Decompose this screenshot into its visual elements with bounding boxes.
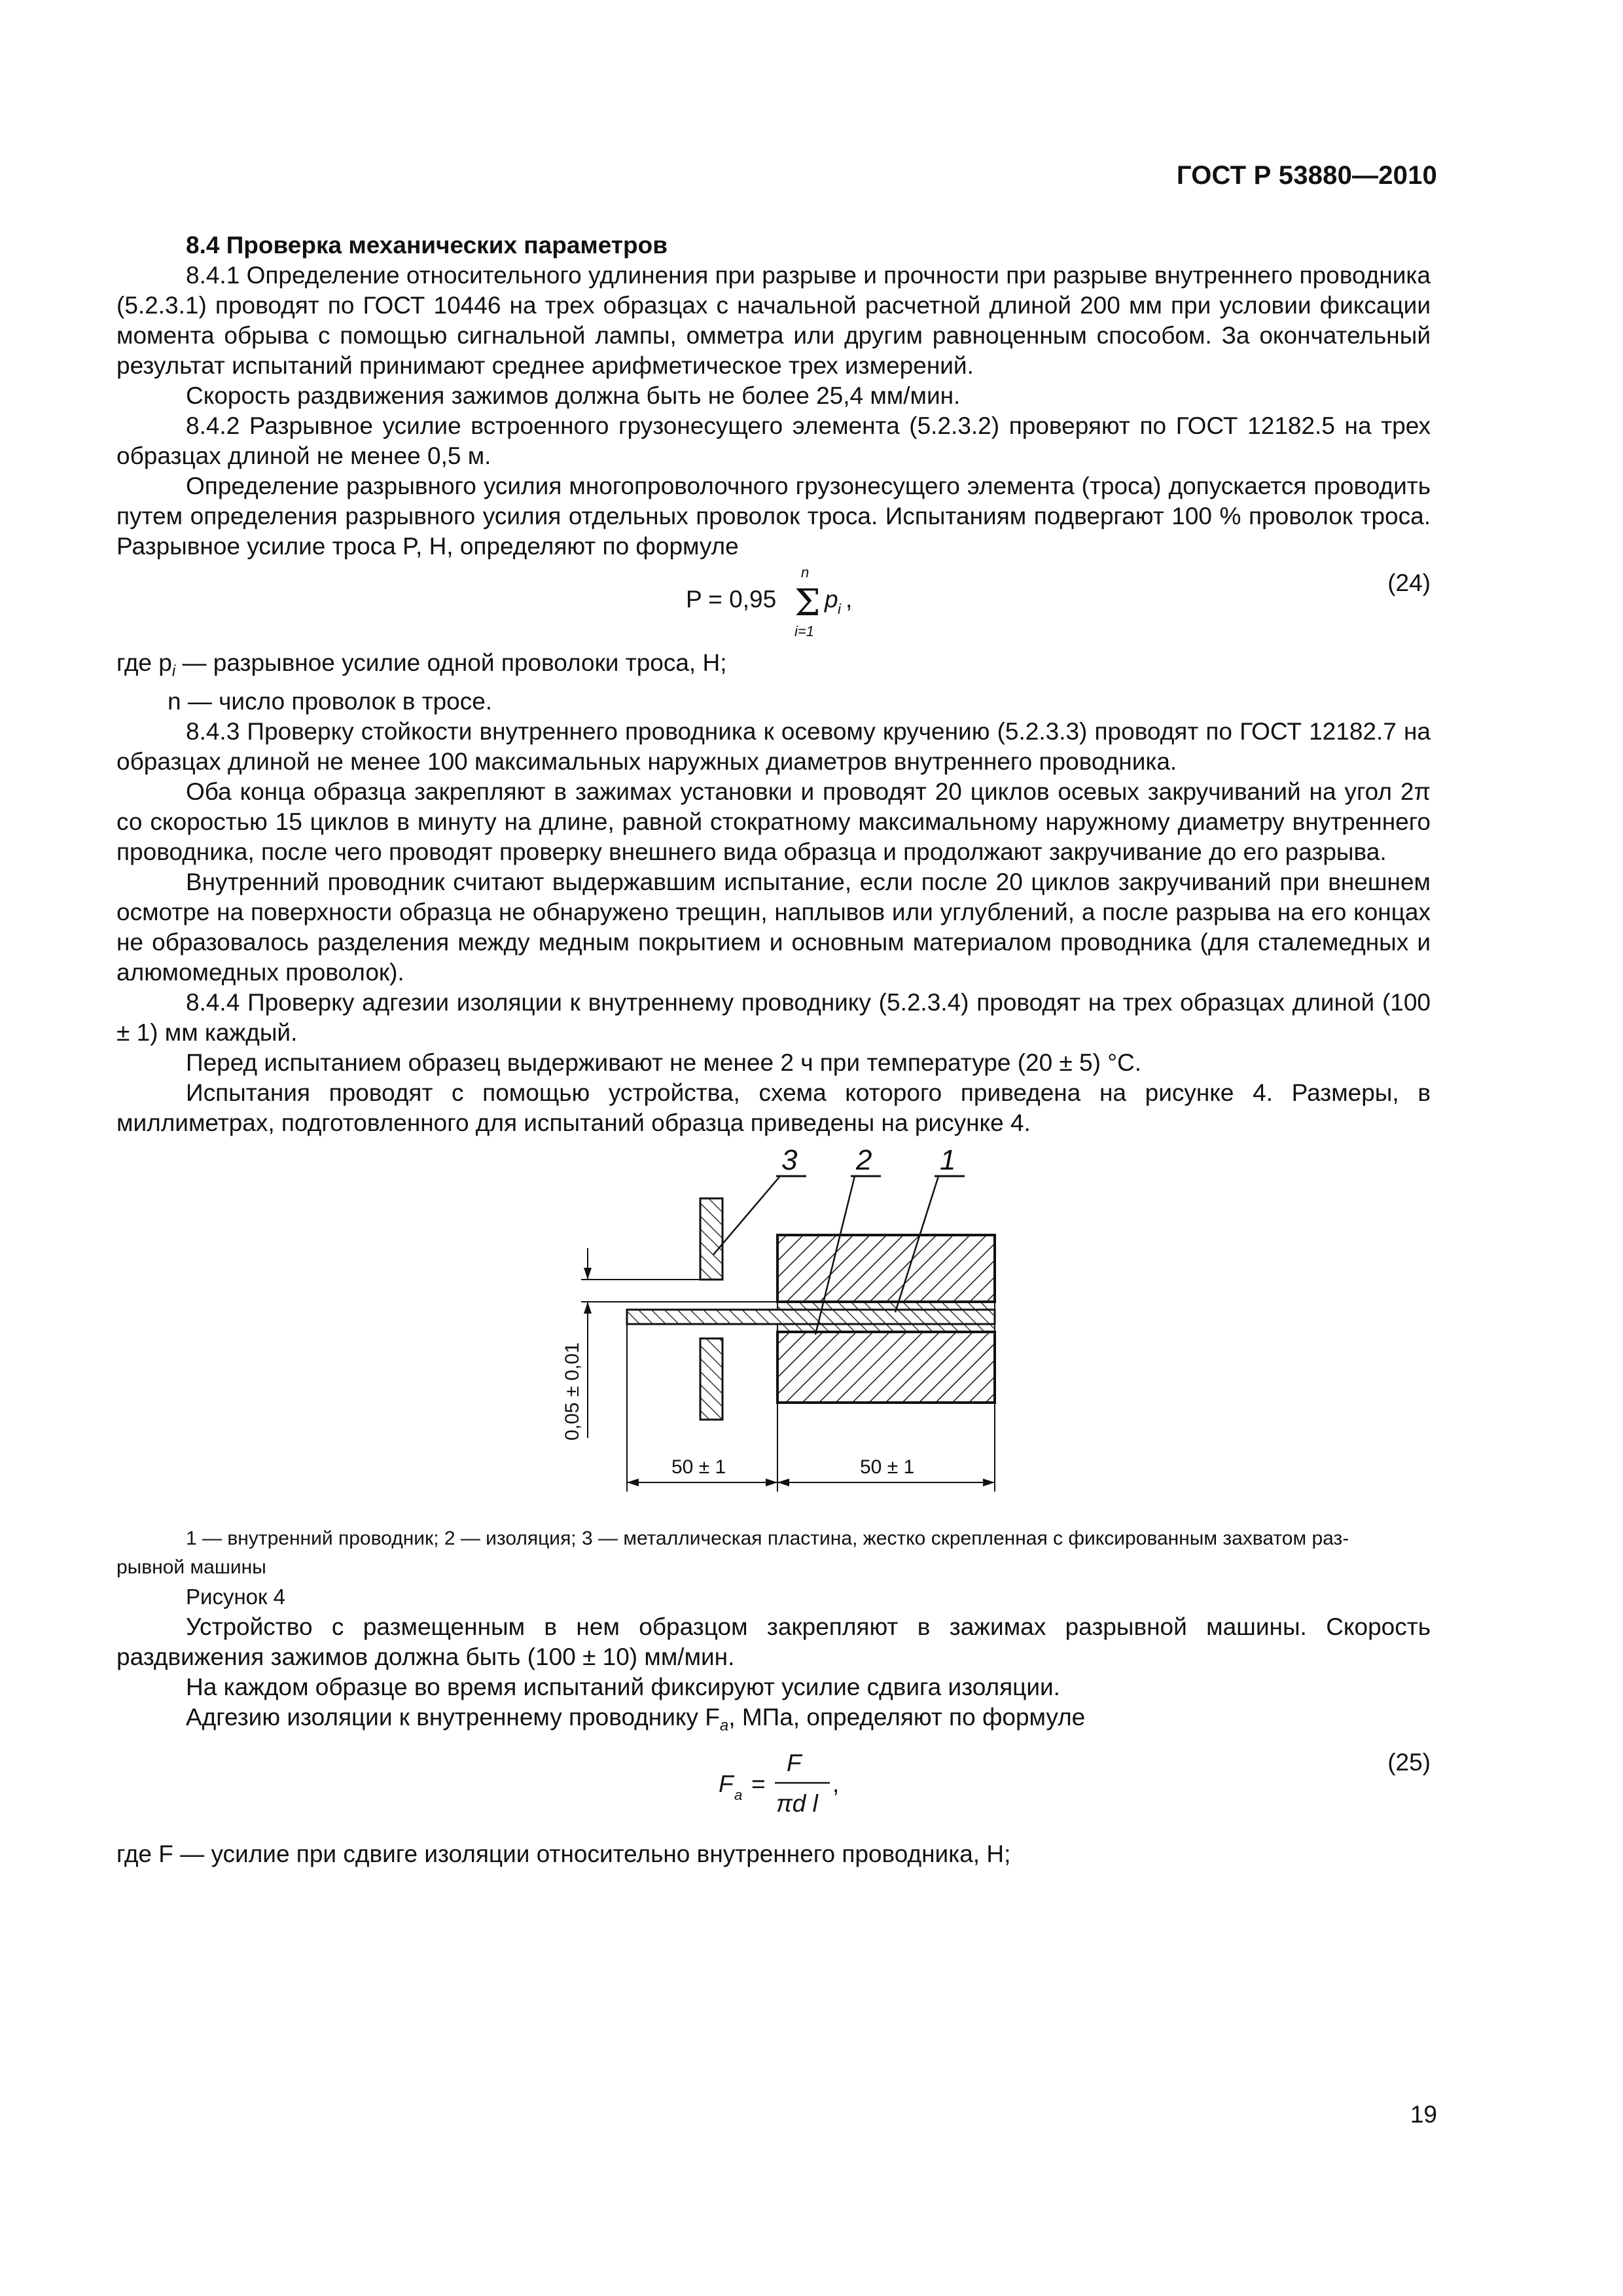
formula-24 xyxy=(116,562,1431,648)
document-header: ГОСТ Р 53880—2010 xyxy=(1176,161,1437,190)
label-3: 3 xyxy=(781,1144,798,1176)
label-2: 2 xyxy=(856,1144,872,1176)
paragraph: Испытания проводят с помощью устройства, схема которого приведена на рисунке 4. Размеры, в миллиметрах, подготовленного для испытаний образца приведены на рисунке 4. xyxy=(116,1079,1431,1136)
where-clause: n — число проволок в тросе. xyxy=(168,688,493,715)
insulation-band-bottom xyxy=(777,1324,995,1332)
section-title: 8.4 Проверка механических параметров xyxy=(186,232,668,259)
dim-arrowhead xyxy=(766,1479,777,1486)
inner-conductor xyxy=(627,1310,995,1324)
paragraph: 8.4.1 Определение относительного удлинения при разрыве и прочности при разрыве внутреннего проводника (5.2.3.1) проводят по ГОСТ 10446 на трех образцах с начальной расчетной длиной 200 мм при условии фиксации момента обрыва с помощью сигнальной лампы, омметра или другим равноценным способом. За окончательный результат испытаний принимают среднее арифметическое трех измерений. xyxy=(116,262,1431,379)
caption-line-1: 1 — внутренний проводник; 2 — изоляция; 3 — металлическая пластина, жестко скрепленная с фиксированным захватом раз- xyxy=(186,1528,1349,1549)
paragraph: На каждом образце во время испытаний фиксируют усилие сдвига изоляции. xyxy=(186,1674,1060,1700)
figure-title: Рисунок 4 xyxy=(186,1585,285,1609)
formula-24-lhs: P = 0,95 xyxy=(686,586,777,613)
formula-25-denominator: πd l xyxy=(776,1790,818,1817)
label-1: 1 xyxy=(940,1144,956,1176)
paragraph: Внутренний проводник считают выдержавшим испытание, если после 20 циклов закручиваний при внешнем осмотре на поверхности образца не обнаружено трещин, наплывов или углублений, а после разрыва на его концах не образовалось разделения между медным покрытием и основным материалом проводника (для сталемедных и алюмомедных проволок). xyxy=(116,869,1431,986)
paragraph: Скорость раздвижения зажимов должна быть не более 25,4 мм/мин. xyxy=(186,382,961,409)
dim-vertical-label: 0,05 ± 0,01 xyxy=(562,1342,583,1441)
insulation-band-top xyxy=(777,1302,995,1310)
document-body xyxy=(116,230,1431,1869)
dim-left-label: 50 ± 1 xyxy=(671,1456,726,1478)
figure-caption xyxy=(116,1524,1431,1582)
formula-24-number: (24) xyxy=(1387,569,1431,596)
formula-24-graphic xyxy=(116,562,1431,648)
where-clause xyxy=(116,648,1431,687)
paragraph-text-rest: , МПа, определяют по формуле xyxy=(728,1704,1086,1731)
formula-24-trail: , xyxy=(846,586,853,613)
formula-25-numerator: F xyxy=(787,1749,802,1776)
sigma-symbol: Σ xyxy=(794,582,821,624)
where-text: где p xyxy=(116,649,172,676)
where-text-rest: — разрывное усилие одной проволоки троса, H; xyxy=(175,649,727,676)
paragraph: 8.4.3 Проверку стойкости внутреннего проводника к осевому кручению (5.2.3.3) проводят по ГОСТ 12182.7 на образцах длиной не менее 100 максимальных наружных диаметров внутреннего проводника. xyxy=(116,718,1431,775)
formula-25-number: (25) xyxy=(1387,1749,1431,1776)
figure-4 xyxy=(116,1138,1431,1524)
paragraph xyxy=(116,1702,1431,1741)
caption-line-2: рывной машины xyxy=(116,1556,266,1578)
metal-plate-bottom xyxy=(700,1338,722,1420)
formula-24-term: p xyxy=(825,586,838,613)
dim-arrowhead xyxy=(983,1479,995,1486)
paragraph: Устройство с размещенным в нем образцом закрепляют в зажимах разрывной машины. Скорость раздвижения зажимов должна быть (100 ± 10) мм/мин. xyxy=(116,1613,1431,1670)
page-number: 19 xyxy=(1410,2101,1437,2128)
paragraph: Перед испытанием образец выдерживают не менее 2 ч при температуре (20 ± 5) °C. xyxy=(186,1049,1142,1076)
paragraph: Определение разрывного усилия многопроволочного грузонесущего элемента (троса) допускается проводить путем определения разрывного усилия отдельных проволок троса. Испытаниям подвергают 100 % проволок троса. Разрывное усилие троса P, H, определяют по формуле xyxy=(116,473,1431,560)
insulation-upper xyxy=(777,1235,995,1302)
dim-right-label: 50 ± 1 xyxy=(860,1456,915,1478)
formula-25-graphic xyxy=(116,1741,1431,1839)
dim-arrowhead-top xyxy=(584,1268,592,1280)
formula-25-lhs: F xyxy=(719,1770,734,1797)
where-clause: где F — усилие при сдвиге изоляции относительно внутреннего проводника, H; xyxy=(116,1840,1011,1867)
formula-25-lhs-sub: a xyxy=(734,1787,743,1803)
insulation-lower xyxy=(777,1332,995,1403)
dim-arrowhead-bottom xyxy=(584,1302,592,1314)
dim-arrowhead xyxy=(777,1479,789,1486)
formula-24-sum-top: n xyxy=(801,564,810,581)
figure-4-diagram xyxy=(116,1138,1431,1524)
paragraph: Оба конца образца закрепляют в зажимах установки и проводят 20 циклов осевых закручиваний на угол 2π со скоростью 15 циклов в минуту на длине, равной стократному максимальному наружному диаметру внутреннего проводника, после чего проводят проверку внешнего вида образца и продолжают закручивание до его разрыва. xyxy=(116,778,1431,865)
formula-25-eq: = xyxy=(751,1770,766,1797)
metal-plate-top xyxy=(700,1198,722,1280)
formula-24-sum-bottom: i=1 xyxy=(794,623,814,639)
formula-24-term-sub: i xyxy=(838,601,841,617)
formula-25 xyxy=(116,1741,1431,1839)
paragraph-subscript: a xyxy=(719,1717,729,1734)
paragraph: 8.4.4 Проверку адгезии изоляции к внутреннему проводнику (5.2.3.4) проводят на трех образцах длиной (100 ± 1) мм каждый. xyxy=(116,989,1431,1046)
paragraph-text: Адгезию изоляции к внутреннему проводнику F xyxy=(186,1704,720,1731)
paragraph: 8.4.2 Разрывное усилие встроенного грузонесущего элемента (5.2.3.2) проверяют по ГОСТ 12182.5 на трех образцах длиной не менее 0,5 м. xyxy=(116,412,1431,469)
formula-25-trail: , xyxy=(832,1770,840,1797)
dim-arrowhead xyxy=(627,1479,639,1486)
where-subscript: i xyxy=(171,662,176,680)
